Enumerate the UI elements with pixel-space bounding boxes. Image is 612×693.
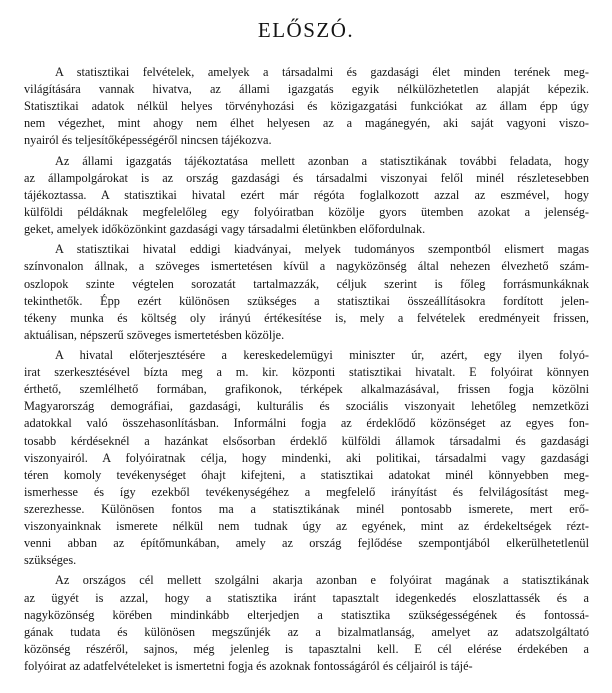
text-line: nem végezhet, mint ahogy nem élhet helyesen az a magánegyén, aki saját vagyoni viszo- <box>24 116 589 131</box>
text-line: A statisztikai hivatal eddigi kiadványai, melyek tudományos szempontból elismert magas <box>55 242 589 257</box>
text-line: színvonalon állnak, a szöveges ismertetésen kívül a nagyközönség által nehezen élvezhető szám- <box>24 259 589 274</box>
text-line: folyóirat az adatfelvételeket is ismertetni fogja és azoknak fontosságáról és céljairól is tájé- <box>24 658 473 673</box>
text-line: geket, amelyek időközönkint gazdasági vagy társadalmi életünkben előfordulnak. <box>24 222 426 237</box>
text-line: Az országos cél mellett szolgálni akarja azonban e folyóirat magának a statisztikának <box>55 573 589 588</box>
text-line: Az állami igazgatás tájékoztatása mellett azonban a statisztikának további feladata, hogy <box>55 153 589 168</box>
text-line: nagyközönség körében mindinkább elterjedjen a statisztika szükségességének és fontossá- <box>24 607 589 622</box>
paragraph <box>24 572 589 675</box>
text-line: Magyarország demográfiai, gazdasági, kulturális és szociális viszonyait lehetőleg nemzetközi <box>24 399 589 414</box>
preface-body <box>24 64 589 678</box>
text-line: nyairól és teljesítőképességéről nincsen tájékozva. <box>24 133 272 148</box>
paragraph <box>24 153 589 238</box>
text-line: venni abban az építőmunkában, amely az ország fejlődése szempontjából elkerülhetetlenül <box>24 536 589 551</box>
text-line: tájékoztassa. A statisztikai hivatal ezért már régóta foglalkozott azzal az eszmével, hogy <box>24 187 589 202</box>
text-line: szerezhesse. Különösen fontos ma a statisztikának minél pontosabb ismerete, mert erő- <box>24 501 589 516</box>
text-line: az ügyét is azzal, hogy a statisztika iránt tapasztalt idegenkedés eloszlattassék és a <box>24 590 589 605</box>
text-line: érthető, szemlélhető formában, grafikonok, térképek alkalmazásával, frissen fogja közölni <box>24 382 589 397</box>
text-line: ismerhesse és így ezekből tevékenységéhez a megfelelő irányítást és felvilágosítást meg- <box>24 484 589 499</box>
text-line: A statisztikai felvételek, amelyek a társadalmi és gazdasági élet minden terének meg- <box>55 65 589 79</box>
text-line: gának tudata és különösen megszűnjék az a bizalmatlanság, amelyet az adatszolgáltató <box>24 624 589 639</box>
text-line: tékeny munka és költség oly irányú értékesítése is, mely a felvételek eredményeit frissen, <box>24 310 589 325</box>
text-line: oszlopok szinte végtelen sorozatát tartalmazzák, céljuk szerint is főleg forrásmunkáknak <box>24 276 589 291</box>
paragraph <box>24 64 589 149</box>
page-title: ELŐSZÓ. <box>257 18 355 42</box>
text-line: téren komoly tevékenységet óhajt kifejteni, a statisztikai adatokat minél könnyebben meg- <box>24 467 589 482</box>
text-line: aktuálisan, népszerű szöveges ismertetésben közölje. <box>24 327 285 342</box>
text-line: A hivatal előterjesztésére a kereskedelemügyi miniszter úr, azért, egy ilyen folyó- <box>55 348 589 363</box>
text-line: Statisztikai adatok nélkül helyes törvényhozási és közigazgatási funkciókat az állam épp úgy <box>24 99 589 114</box>
paragraph <box>24 347 589 569</box>
text-line: szükséges. <box>24 553 77 568</box>
paragraph <box>24 241 589 344</box>
text-line: világítására vannak hivatva, az állami igazgatás egyik nélkülözhetetlen alapját képezik. <box>24 82 589 97</box>
text-line: adatokkal való összehasonlításban. Informálni fogja az érdeklődő közönséget az egyes fon- <box>24 416 589 431</box>
text-line: tosabb kérdéseknél a hazánkat elsősorban érdeklő külföldi államok társadalmi és gazdasági <box>24 433 589 448</box>
text-line: irat szerkesztésével bízta meg a m. kir. központi statisztikai hivatalt. E folyóirat könnyen <box>24 365 589 380</box>
text-line: tekinthetők. Épp ezért különösen szükséges a statisztikai összeállításokra fordított jelen- <box>24 293 589 308</box>
text-line: közönség részéről, sajnos, még jelenleg is tapasztalni kell. E cél elérése érdekében a <box>24 641 589 656</box>
text-line: az állampolgárokat is az ország gazdasági és társadalmi viszonyai felől minél részletesebben <box>24 170 589 185</box>
text-line: viszonyairól. A folyóiratnak célja, hogy mindenki, aki politikai, társadalmi vagy gazdasági <box>24 450 589 465</box>
text-line: viszonyainknak ismerete nélkül nem tudnak úgy az egyének, mint az érdekeltségek rézt- <box>24 519 589 533</box>
text-line: külföldi példáknak megfelelőleg egy folyóiratban közölje gyors ütemben azokat a jelenség- <box>24 204 589 219</box>
